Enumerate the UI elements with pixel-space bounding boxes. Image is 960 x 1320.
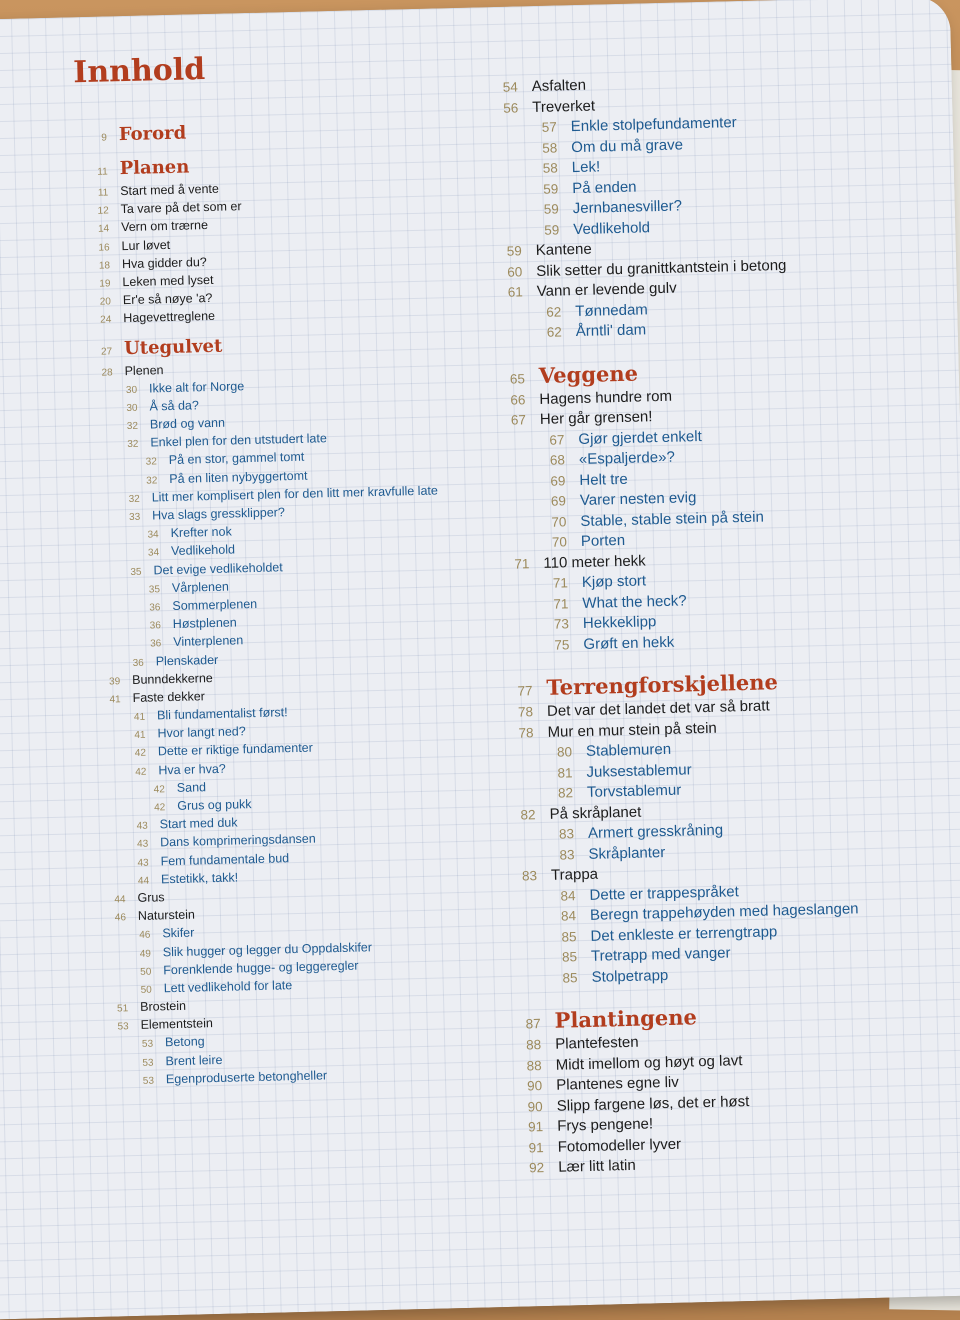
page-number: 44 <box>137 875 150 887</box>
page-number: 60 <box>507 263 523 280</box>
entry-title: Gjør gjerdet enkelt <box>578 427 702 448</box>
page-number: 71 <box>514 555 530 572</box>
entry-title: Skifer <box>162 925 195 941</box>
entry-title: Slik hugger og legger du Oppdalskifer <box>162 939 373 959</box>
entry-title: Hekkeklipp <box>582 613 657 632</box>
page-number: 32 <box>127 439 139 451</box>
entry-title: Om du må grave <box>571 135 684 156</box>
entry-title: Start med å vente <box>120 181 220 199</box>
toc-section <box>75 115 506 151</box>
entry-title: Vann er levende gulv <box>536 279 677 300</box>
page-number: 50 <box>140 966 152 978</box>
page-number: 85 <box>562 969 578 986</box>
entry-title: Dette er trappespråket <box>589 882 739 904</box>
page-number: 56 <box>503 99 519 116</box>
page-number: 39 <box>108 675 121 688</box>
page-number: 90 <box>527 1098 543 1114</box>
toc-column-left <box>74 107 528 1092</box>
entry-title: Dans komprimeringsdansen <box>159 831 316 850</box>
page-number: 77 <box>517 683 533 699</box>
entry-title: På en stor, gammel tomt <box>168 450 305 468</box>
entry-title: Det var det landet det var så bratt <box>546 697 770 720</box>
entry-title: Sommerplenen <box>172 596 258 613</box>
page-number: 50 <box>140 984 152 996</box>
page-number: 35 <box>148 584 161 596</box>
page-number: 66 <box>510 391 526 408</box>
entry-title: Fem fundamentale bud <box>160 850 290 868</box>
page-number: 24 <box>100 314 112 326</box>
page-number: 67 <box>549 431 565 448</box>
entry-title: Hagens hundre rom <box>539 387 673 408</box>
page-number: 62 <box>546 303 562 320</box>
entry-title: Er'e så nøye 'a? <box>122 291 213 308</box>
page-number: 51 <box>116 1003 129 1015</box>
entry-title: Vedlikehold <box>573 218 651 238</box>
page-number: 34 <box>147 529 159 541</box>
entry-title: Tønnedam <box>575 300 649 320</box>
page-number: 70 <box>551 534 568 550</box>
entry-title: Plantefesten <box>554 1033 639 1053</box>
entry-title: Egenproduserte betongheller <box>165 1068 328 1087</box>
entry-title: Bli fundamentalist først! <box>156 705 288 723</box>
page-number: 19 <box>99 278 111 290</box>
page-number: 36 <box>149 602 161 614</box>
entry-title: Lek! <box>571 158 601 177</box>
page-number: 80 <box>556 744 573 760</box>
page-number: 49 <box>139 948 152 960</box>
entry-title: På enden <box>572 178 637 197</box>
page-number: 69 <box>550 472 566 489</box>
section-heading: Forord <box>118 122 187 146</box>
page-number: 14 <box>97 223 110 236</box>
entry-title: Stable, stable stein på stein <box>580 508 765 530</box>
page-number: 82 <box>520 806 536 823</box>
page-number: 88 <box>525 1037 542 1053</box>
page-number: 34 <box>147 547 160 559</box>
entry-title: Dette er riktige fundamenter <box>157 741 314 759</box>
page-number: 32 <box>146 474 158 487</box>
entry-title: Lær litt latin <box>558 1156 636 1176</box>
page-number: 54 <box>502 79 518 95</box>
entry-title: Mur en mur stein på stein <box>547 719 717 741</box>
page-number: 12 <box>97 205 109 217</box>
entry-title: Naturstein <box>137 907 196 924</box>
page-number: 30 <box>126 402 138 414</box>
entry-title: På en liten nybyggertomt <box>169 468 308 486</box>
page-number: 83 <box>559 846 575 863</box>
page-number: 68 <box>549 452 566 468</box>
entry-title: Sand <box>176 780 207 795</box>
entry-title: Elementstein <box>140 1016 214 1033</box>
page-number: 30 <box>125 384 138 396</box>
section-heading: Terrengforskjellene <box>546 669 779 700</box>
page-number: 11 <box>97 187 109 199</box>
page-number: 92 <box>529 1160 545 1176</box>
page-number: 78 <box>517 704 534 720</box>
entry-title: Litt mer komplisert plen for den litt mer kravfulle late <box>151 483 439 505</box>
entry-title: Enkle stolpefundamenter <box>570 114 737 136</box>
entry-title: Armert gresskråning <box>587 821 724 842</box>
page-number: 53 <box>142 1057 154 1069</box>
entry-title: Vårplenen <box>171 579 230 595</box>
page-number: 84 <box>560 887 576 904</box>
entry-title: Stolpetrapp <box>591 966 669 986</box>
entry-title: Her går grensen! <box>539 408 653 428</box>
entry-title: «Espaljerde»? <box>578 448 676 469</box>
entry-title: Grus <box>137 890 165 905</box>
page-number: 75 <box>554 636 570 653</box>
page-number: 53 <box>141 1039 154 1051</box>
entry-title: Plenen <box>124 362 164 378</box>
entry-title: Helt tre <box>579 470 628 489</box>
page-number: 71 <box>552 575 569 591</box>
entry-title: Det evige vedlikeholdet <box>153 559 283 577</box>
entry-title: 110 meter hekk <box>543 551 646 572</box>
page-number: 41 <box>134 729 146 742</box>
entry-title: Torvstablemur <box>586 781 682 801</box>
entry-title: Trappa <box>550 865 599 884</box>
entry-title: Beregn trappehøyden med hageslangen <box>589 900 859 924</box>
page-number: 87 <box>525 1016 541 1032</box>
page-number: 46 <box>114 912 127 924</box>
page-number: 16 <box>98 241 110 254</box>
page-number: 91 <box>528 1119 544 1135</box>
page-number: 81 <box>557 764 573 781</box>
page-number: 32 <box>126 420 139 433</box>
entry-title: Vinterplenen <box>173 633 244 650</box>
page-number: 62 <box>546 324 562 340</box>
entry-title: Slik setter du granittkantstein i betong <box>536 256 787 280</box>
entry-title: Høstplenen <box>172 615 237 632</box>
entry-title: Slipp fargene løs, det er høst <box>556 1092 750 1115</box>
page-number: 88 <box>526 1057 542 1073</box>
page-number: 84 <box>560 908 577 924</box>
page-number: 59 <box>543 180 559 197</box>
entry-title: Ta vare på det som er <box>120 199 242 217</box>
entry-title: Leken med lyset <box>122 272 214 290</box>
page-number: 18 <box>98 260 111 272</box>
section-heading: Plantingene <box>554 1004 698 1033</box>
entry-title: Juksestablemur <box>586 760 692 781</box>
page-number: 28 <box>101 366 113 379</box>
page-number: 36 <box>150 638 162 650</box>
page-number: 53 <box>142 1075 155 1087</box>
page-number: 35 <box>130 566 142 578</box>
page-number: 44 <box>114 894 126 906</box>
entry-title: Årntli' dam <box>575 321 647 341</box>
entry-title: Hvor langt ned? <box>157 724 246 741</box>
entry-title: Hva gidder du? <box>121 254 207 271</box>
page-number: 33 <box>128 511 141 524</box>
page-number: 85 <box>561 928 577 945</box>
entry-title: Frys pengene! <box>556 1115 654 1135</box>
entry-title: Hagevettreglene <box>123 309 216 326</box>
page-number: 69 <box>550 493 567 509</box>
page-number: 46 <box>139 929 151 942</box>
entry-title: Forenklende hugge- og leggeregler <box>163 958 359 978</box>
page-number: 42 <box>134 748 147 760</box>
page-number: 59 <box>506 243 522 259</box>
entry-title: Kjøp stort <box>581 572 647 591</box>
page-number: 73 <box>553 616 570 632</box>
page-number: 57 <box>541 119 557 135</box>
page-number: 32 <box>145 456 157 469</box>
page-number: 83 <box>558 826 575 842</box>
page-number: 41 <box>133 711 146 724</box>
entry-title: Krefter nok <box>170 524 232 541</box>
entry-title: Plenskader <box>155 652 219 668</box>
section-heading: Veggene <box>538 360 639 388</box>
entry-title: Plantenes egne liv <box>555 1073 679 1094</box>
entry-title: Lett vedlikehold for late <box>163 978 293 996</box>
entry-title: Estetikk, takk! <box>160 870 239 887</box>
entry-title: Varer nesten evig <box>579 489 697 509</box>
entry-title: What the heck? <box>582 591 687 612</box>
page-number: 59 <box>543 201 559 217</box>
entry-title: Enkel plen for den utstudert late <box>150 431 328 450</box>
entry-title: Faste dekker <box>132 689 206 705</box>
page-number: 58 <box>542 160 558 176</box>
page-number: 58 <box>542 139 558 156</box>
page-number: 59 <box>544 221 560 238</box>
entry-title: Vern om trærne <box>120 218 209 235</box>
page-number: 70 <box>551 513 567 530</box>
page-title: Innhold <box>72 52 206 91</box>
page-number: 32 <box>128 493 140 505</box>
page-number: 85 <box>561 949 578 965</box>
entry-title: Brostein <box>139 998 187 1014</box>
page-number: 61 <box>507 284 523 300</box>
section-heading: Utegulvet <box>123 335 223 359</box>
entry-title: Midt imellom og høyt og lavt <box>555 1051 743 1074</box>
page-number: 36 <box>132 657 144 669</box>
entry-title: Fotomodeller lyver <box>557 1135 682 1156</box>
page-number: 27 <box>100 345 113 358</box>
page-number: 90 <box>526 1078 543 1094</box>
page-number: 42 <box>135 766 147 778</box>
page-number: 20 <box>99 296 112 308</box>
entry-title: Kantene <box>535 240 592 259</box>
entry-title: Grus og pukk <box>177 797 252 813</box>
entry-title: Start med duk <box>159 815 238 832</box>
entry-title: Bunndekkerne <box>131 670 213 687</box>
page-number: 43 <box>137 857 149 869</box>
page-number: 53 <box>117 1021 129 1033</box>
page-number: 43 <box>136 839 149 851</box>
page-number: 9 <box>101 132 108 144</box>
entry-title: Brent leire <box>165 1052 223 1068</box>
entry-title: Det enkleste er terrengtrapp <box>590 922 778 945</box>
entry-title: Hva slags gressklipper? <box>151 505 285 523</box>
page-number: 36 <box>149 620 161 632</box>
entry-title: Tretrapp med vanger <box>590 944 731 965</box>
entry-title: Jernbanesviller? <box>572 197 683 218</box>
page-number: 67 <box>510 412 527 428</box>
entry-title: Betong <box>164 1034 205 1050</box>
entry-title: Hva er hva? <box>158 761 226 777</box>
page-number: 43 <box>136 820 148 833</box>
page-number: 41 <box>109 694 121 706</box>
page-number: 78 <box>518 724 534 741</box>
entry-title: Asfalten <box>531 76 587 96</box>
page-number: 91 <box>528 1139 544 1155</box>
entry-title: Grøft en hekk <box>583 633 675 653</box>
page-number: 83 <box>521 868 538 884</box>
entry-title: Brød og vann <box>149 415 226 432</box>
entry-title: Stablemuren <box>585 740 672 760</box>
entry-title: Ikke alt for Norge <box>148 378 245 396</box>
page-number: 71 <box>553 595 569 612</box>
page-number: 82 <box>557 785 574 801</box>
entry-title: Vedlikehold <box>170 542 236 559</box>
entry-title: På skråplanet <box>549 803 642 823</box>
section-heading: Planen <box>119 156 190 180</box>
entry-title: Porten <box>580 531 626 550</box>
entry-title: Treverket <box>532 97 596 116</box>
page-number: 65 <box>509 370 526 387</box>
page-number: 42 <box>154 802 166 814</box>
toc-column-right <box>482 69 949 1181</box>
page-number: 42 <box>153 784 165 796</box>
page-number: 11 <box>97 166 108 178</box>
entry-title: Lur løvet <box>121 237 171 253</box>
entry-title: Skråplanter <box>588 843 666 863</box>
entry-title: Å så da? <box>149 398 199 414</box>
